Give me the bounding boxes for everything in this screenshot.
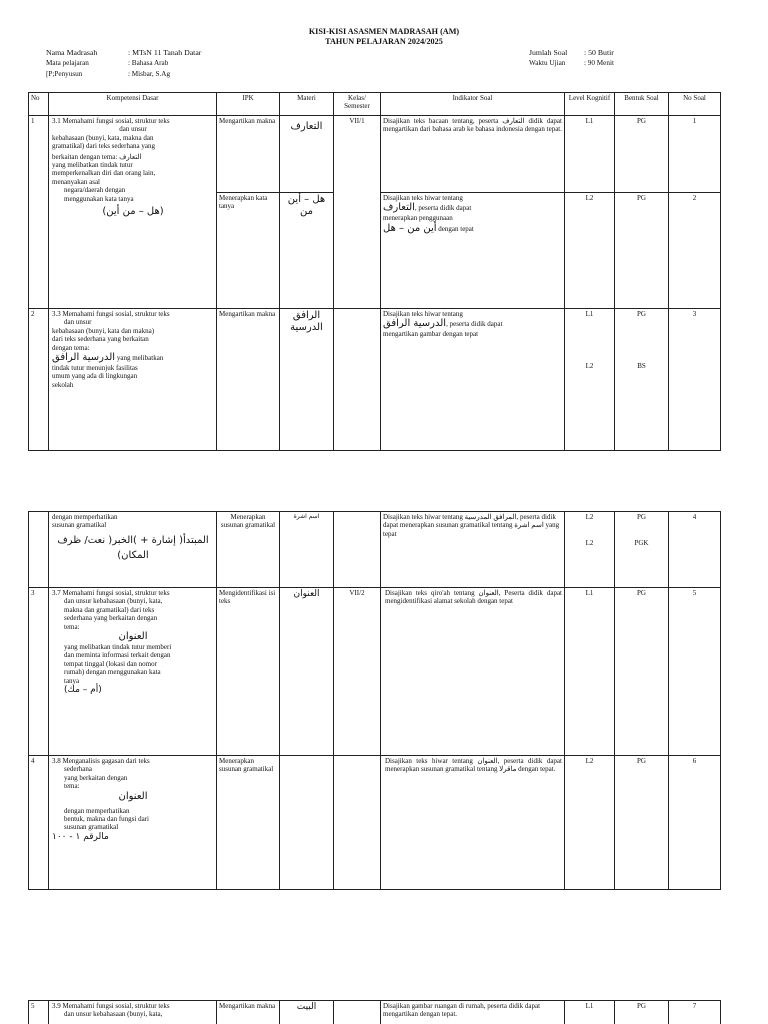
cell-kelas	[334, 512, 381, 588]
cell-materi: العنوان	[280, 588, 334, 756]
cell-level: L2	[565, 756, 615, 890]
cell-nosoal: 1	[669, 116, 721, 193]
cell-indikator: Disajikan teks hiwar tentang التعارف, peserta didik dapat menerapkan penggunaan أين من – هل dengan tepat	[381, 193, 565, 309]
cell-indikator: Disajikan teks hiwar tentang العنوان, peserta didik dapat menerapkan susunan gramatikal tentang ماقرلا dengan tepat.	[381, 756, 565, 890]
table-row	[29, 512, 721, 588]
col-header-materi: Materi	[280, 93, 334, 116]
cell-nosoal: 4	[669, 512, 721, 588]
cell-ipk: Menerapkan kata tanya	[217, 193, 280, 309]
col-header-level: Level Kognitif	[565, 93, 615, 116]
cell-level: L1	[565, 116, 615, 193]
meta-mata-pelajaran: Mata pelajaran : Bahasa Arab	[46, 59, 169, 67]
cell-indikator: Disajikan teks hiwar tentang المرافق المدرسية, peserta didik dapat menerapkan susunan gramatikal tentang اسم اشرة yang tepat	[381, 512, 565, 588]
cell-nosoal: 7	[669, 1001, 721, 1024]
cell-level: L2 L2	[565, 512, 615, 588]
document-subtitle: TAHUN PELAJARAN 2024/2025	[325, 37, 443, 46]
cell-kompetensi-dasar: dengan memperhatikan susunan gramatikal المبتدأ( إشارة + )الخبر( نعت/ ظرف المكان)	[49, 512, 217, 588]
table-row	[29, 756, 721, 890]
cell-nosoal: 5	[669, 588, 721, 756]
cell-ipk: Mengartikan makna	[217, 309, 280, 451]
cell-no: 4	[29, 756, 49, 890]
cell-bentuk: PG	[615, 193, 669, 309]
cell-materi	[280, 756, 334, 890]
cell-no	[29, 512, 49, 588]
cell-bentuk: PG PGK	[615, 512, 669, 588]
cell-no: 5	[29, 1001, 49, 1024]
cell-no: 2	[29, 309, 49, 451]
cell-ipk: Mengidentifikasi isi teks	[217, 588, 280, 756]
col-header-nosoal: No Soal	[669, 93, 721, 116]
cell-materi: هل – أين من	[280, 193, 334, 309]
cell-kelas	[334, 1001, 381, 1024]
cell-indikator: Disajikan gambar ruangan di rumah, peserta didik dapat mengartikan dengan tepat.	[381, 1001, 565, 1024]
cell-nosoal: 2	[669, 193, 721, 309]
meta-jumlah-soal: Jumlah Soal : 50 Butir	[529, 48, 614, 57]
table-row	[29, 309, 721, 451]
cell-ipk: Mengartikan makna	[217, 1001, 280, 1024]
cell-materi: البيت	[280, 1001, 334, 1024]
cell-materi: اسم اشرة	[280, 512, 334, 588]
cell-indikator: Disajikan teks bacaan tentang, peserta التعارف didik dapat mengartikan dari bahasa arab ke bahasa indonesia dengan tepat.	[381, 116, 565, 193]
col-header-ipk: IPK	[217, 93, 280, 116]
cell-bentuk: PG	[615, 116, 669, 193]
col-header-bentuk: Bentuk Soal	[615, 93, 669, 116]
cell-no: 1	[29, 116, 49, 309]
cell-bentuk: PG	[615, 756, 669, 890]
meta-waktu-ujian: Waktu Ujian : 90 Menit	[529, 59, 614, 67]
cell-nosoal: 6	[669, 756, 721, 890]
cell-kompetensi-dasar: 3.1 Memahami fungsi sosial, struktur teks dan unsur kebahasaan (bunyi, kata, makna dan gramatikal) dari teks sederhana yang berkaitan dengan tema: التعارف yang melibatkan tindak tutur memperkenalkan diri dan orang lain, menanyakan asal negara/daerah dengan menggunakan kata tanya (هل – من أين)	[49, 116, 217, 309]
cell-nosoal: 3	[669, 309, 721, 451]
col-header-kelas: Kelas/ Semester	[334, 93, 381, 116]
col-header-no: No	[29, 93, 49, 116]
cell-kelas	[334, 309, 381, 451]
meta-penyusun: [P;Penyusun : Misbar, S.Ag	[46, 70, 171, 78]
cell-indikator: Disajikan teks qiro'ah tentang العنوان, Peserta didik dapat mengidentifikasi alamat sekolah dengan tepat	[381, 588, 565, 756]
document-title: KISI-KISI ASASMEN MADRASAH (AM)	[308, 27, 460, 36]
cell-level: L1 L2	[565, 309, 615, 451]
table-row	[29, 1001, 721, 1024]
table-row	[29, 588, 721, 756]
cell-level: L1	[565, 1001, 615, 1024]
cell-ipk: Mengartikan makna	[217, 116, 280, 193]
cell-kompetensi-dasar: 3.7 Memahami fungsi sosial, struktur teks dan unsur kebahasaan (bunyi, kata, makna dan gramatikal) dari teks sederhana yang berkaitan dengan tema: العنوان yang melibatkan tindak tutur memberi dan meminta informasi terkait dengan tempat tinggal (lokasi dan nomor rumah) dengan menggunakan kata tanya (أم – مك)	[49, 588, 217, 756]
col-header-kd: Kompetensi Dasar	[49, 93, 217, 116]
cell-kompetensi-dasar: 3.9 Memahami fungsi sosial, struktur teks dan unsur kebahasaan (bunyi, kata,	[49, 1001, 217, 1024]
meta-nama-madrasah: Nama Madrasah : MTsN 11 Tanah Datar	[46, 48, 202, 57]
cell-level: L2	[565, 193, 615, 309]
cell-bentuk: PG	[615, 588, 669, 756]
kisi-table-2	[28, 511, 721, 890]
cell-level: L1	[565, 588, 615, 756]
cell-materi: التعارف	[280, 116, 334, 193]
cell-bentuk: PG BS	[615, 309, 669, 451]
kisi-table-3	[28, 1000, 721, 1024]
cell-kompetensi-dasar: 3.3 Memahami fungsi sosial, struktur teks dan unsur kebahasaan (bunyi, kata dan makna) dari teks sederhana yang berkaitan dengan tema: الدرسية الرافق yang melibatkan tindak tutur menunjuk fasilitas umum yang ada di lingkungan sekolah	[49, 309, 217, 451]
cell-ipk: Menerapkan susunan gramatikal	[217, 756, 280, 890]
cell-kelas: VII/1	[334, 116, 381, 309]
cell-kelas: VII/2	[334, 588, 381, 756]
table-row	[29, 116, 721, 193]
cell-kompetensi-dasar: 3.8 Menganalisis gagasan dari teks sederhana yang berkaitan dengan tema: العنوان dengan memperhatikan bentuk, makna dan fungsi dari susunan gramatikal مالرقم ١ - ١٠٠	[49, 756, 217, 890]
cell-materi: الرافق الدرسية	[280, 309, 334, 451]
cell-ipk: Menerapkan susunan gramatikal	[217, 512, 280, 588]
table-header-row	[29, 93, 721, 116]
cell-indikator: Disajikan teks hiwar tentang الدرسية الرافق, peserta didik dapat mengartikan gambar dengan tepat	[381, 309, 565, 451]
kisi-table-1	[28, 92, 721, 451]
cell-kelas	[334, 756, 381, 890]
cell-no: 3	[29, 588, 49, 756]
col-header-indikator: Indikator Soal	[381, 93, 565, 116]
cell-bentuk: PG	[615, 1001, 669, 1024]
